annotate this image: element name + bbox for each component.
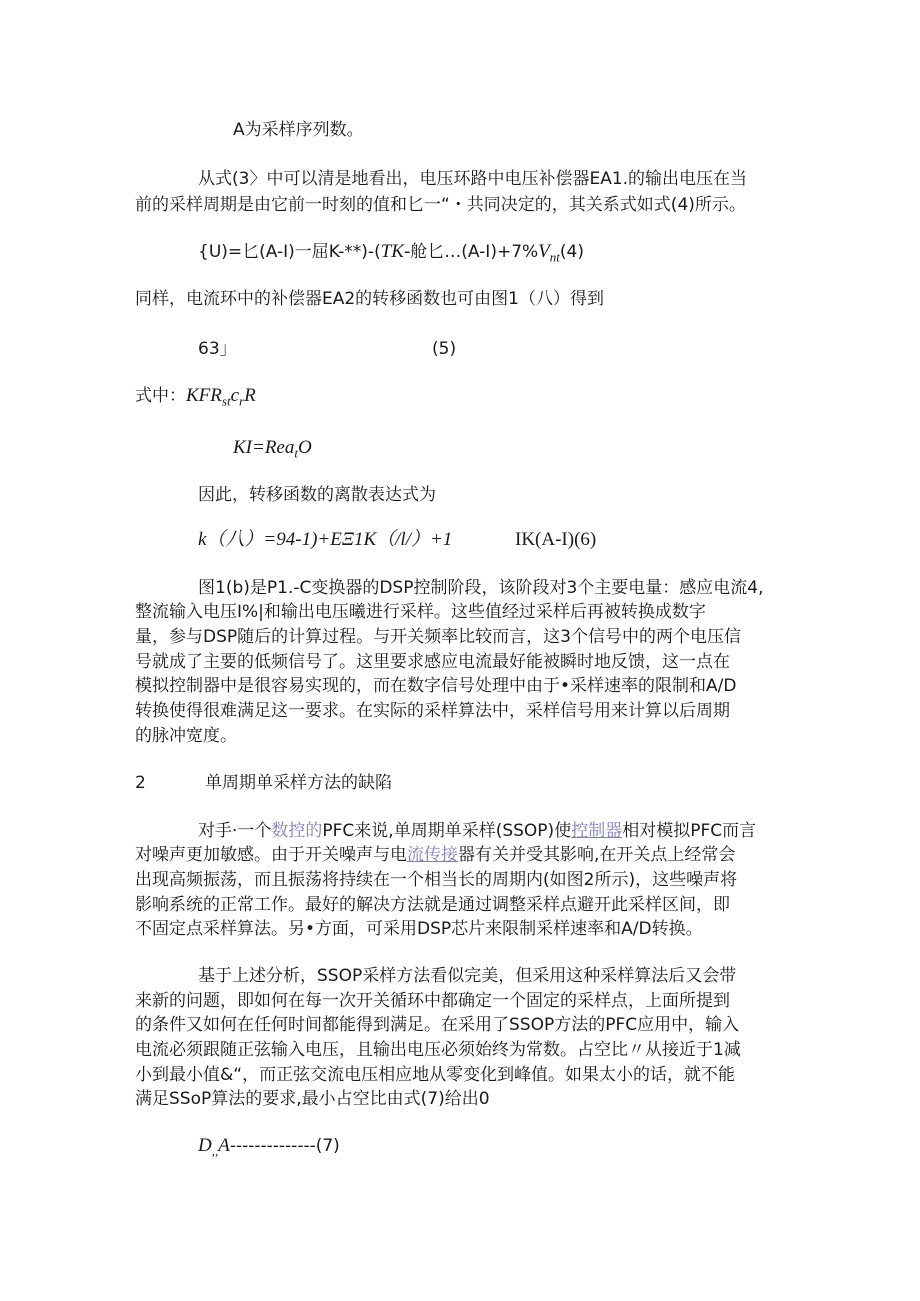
equation-4: {U)=匕(A-I)一屈K-**)-(TK-舱匕$\dots(A-I)+7\%V_{nt}(4)$ xyxy=(198,241,584,265)
link-current-sensor[interactable]: 流传接 xyxy=(407,845,458,865)
text-line: 量，参与DSP随后的计算过程。与开关频率比较而言，这3个信号中的两个电压信 xyxy=(135,627,741,647)
equation-7: $D_{,,}A--------------(7)$ xyxy=(198,1135,340,1159)
text-line: 小到最小值&“，而正弦交流电压相应地从零变化到峰值。如果太小的话，就不能 xyxy=(135,1065,736,1085)
text-line: 前的采样周期是由它前一时刻的值和匕一“・共同决定的，其关系式如式(4)所示。 xyxy=(135,195,746,215)
text-line: 电流必须跟随正弦输入电压，且输出电压必须始终为常数。占空比〃从接近于1减 xyxy=(135,1040,741,1060)
text-line: 对手·一个数控的PFC来说,单周期单采样(SSOP)使控制器相对模拟PFC而言 xyxy=(198,821,757,841)
link-digital-control[interactable]: 数控的 xyxy=(271,821,323,841)
equation-5: 63」 xyxy=(198,339,237,359)
text-line: 的条件又如何在任何时间都能得到满足。在采用了SSOP方法的PFC应用中，输入 xyxy=(135,1015,740,1035)
text-line: 对噪声更加敏感。由于开关噪声与电流传接器有关并受其影响,在开关点上经常会 xyxy=(135,845,736,865)
text-line: 图1(b)是P1.-C变换器的DSP控制阶段，该阶段对3个主要电量：感应电流4, xyxy=(198,578,764,598)
text-line: 基于上述分析，SSOP采样方法看似完美，但采用这种采样算法后又会带 xyxy=(198,966,737,986)
text-line: 因此，转移函数的离散表达式为 xyxy=(198,485,436,505)
equation-6-number: IK(A-I)(6) xyxy=(515,529,597,550)
text-line: 不固定点采样算法。另•方面，可采用DSP芯片来限制采样速率和A/D转换。 xyxy=(135,919,703,939)
text-line: 出现高频振荡，而且振荡将持续在一个相当长的周期内(如图2所示)，这些噪声将 xyxy=(135,870,738,890)
where-line: KI=Rea$_t$O xyxy=(233,437,312,461)
equation-5-number: (5) xyxy=(432,339,457,359)
link-controller[interactable]: 控制器 xyxy=(571,821,623,841)
text-line: A为采样序列数。 xyxy=(233,120,364,140)
equation-6: k（八）=94-1)+EΞ1K（/l/）+1 xyxy=(198,529,453,550)
text-line: 号就成了主要的低频信号了。这里要求感应电流最好能被瞬时地反馈，这一点在 xyxy=(135,652,730,672)
text-line: 同样，电流环中的补偿器EA2的转移函数也可由图1（八）得到 xyxy=(135,289,605,309)
text-line: 模拟控制器中是很容易实现的，而在数字信号处理中由于•采样速率的限制和A/D xyxy=(135,676,737,696)
section-number: 2 xyxy=(135,773,146,793)
text-line: 影响系统的正常工作。最好的解决方法就是通过调整采样点避开此采样区间，即 xyxy=(135,895,730,915)
text-line: 整流输入电压I%|和输出电压曦进行采样。这些值经过采样后再被转换成数字 xyxy=(135,602,706,622)
text-line: 从式(3〉中可以清是地看出，电压环路中电压补偿器EA1.的输出电压在当 xyxy=(198,169,748,189)
text-line: 来新的问题，即如何在每一次开关循环中都确定一个固定的采样点，上面所提到 xyxy=(135,991,730,1011)
text-line: 的脉冲宽度。 xyxy=(135,726,237,746)
where-line: 式中：$KFR_{st}c_rR$ xyxy=(135,385,256,409)
section-title: 单周期单采样方法的缺陷 xyxy=(205,773,392,793)
text-line: 满足SSoP算法的要求,最小占空比由式(7)给出0 xyxy=(135,1089,490,1109)
text-line: 转换使得很难满足这一要求。在实际的采样算法中，采样信号用来计算以后周期 xyxy=(135,701,730,721)
